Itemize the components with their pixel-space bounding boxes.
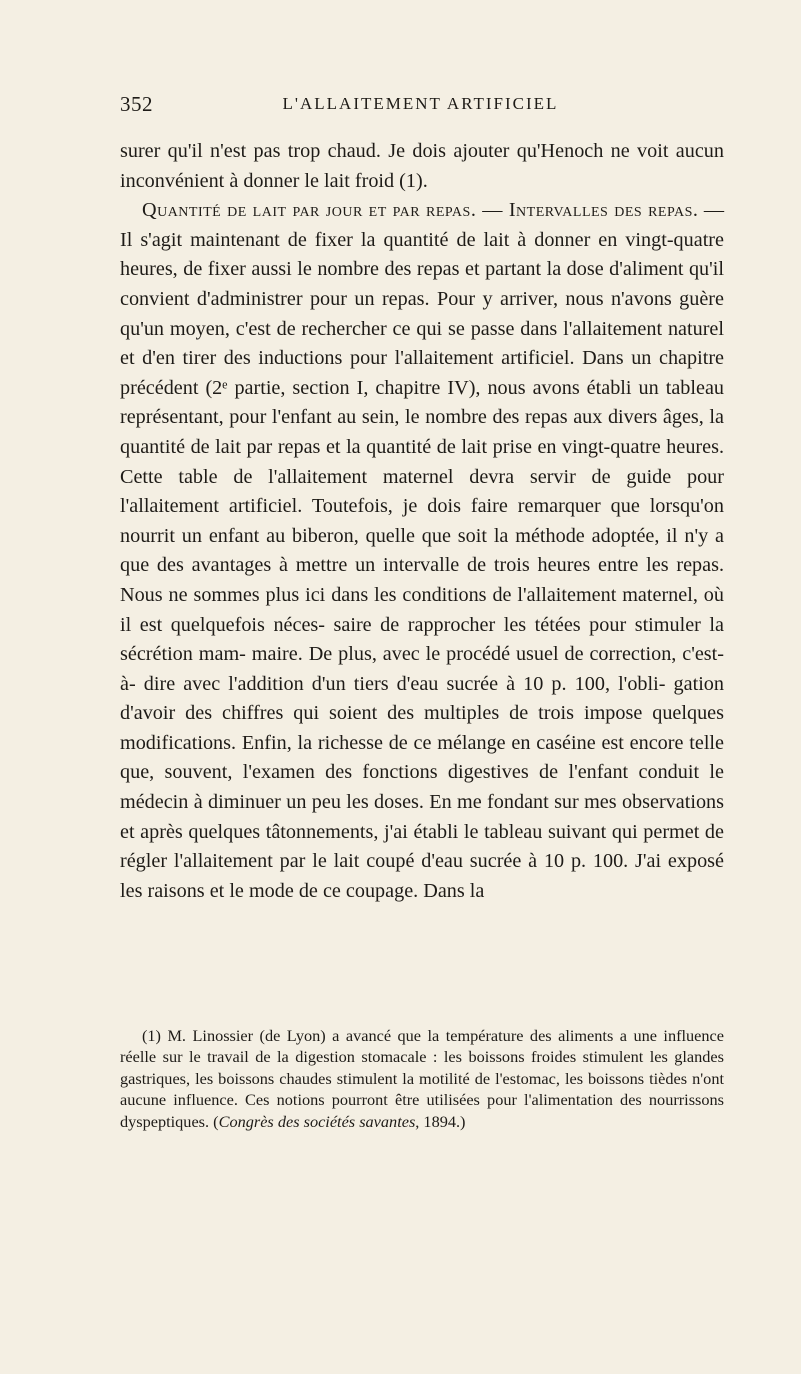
footnote-body: (1) M. Linossier (de Lyon) a avancé que la température des aliments a une influence réelle sur le travail de la digestion stomacale : les boissons froides stimulent les glandes gastriques, les boissons chaudes stimulent la motilité de l'estomac, les boissons tièdes n'ont aucune influence. Ces notions pourront être utilisées pour l'alimentation des nourrissons dyspeptiques. ( [120,1026,724,1131]
paragraph-2 [120,196,724,906]
paragraph-1: surer qu'il n'est pas trop chaud. Je dois ajouter qu'Henoch ne voit aucun inconvénient à donner le lait froid (1). [120,140,724,192]
footnote [120,1025,724,1132]
paragraph-2-text: — Il s'agit maintenant de fixer la quantité de lait à donner en vingt-quatre heures, de fixer aussi le nombre des repas et partant la dose d'aliment qu'il convient d'administrer pour un repas. Pour y arriver, nous n'avons guère qu'un moyen, c'est de rechercher ce qui se passe dans l'allaitement naturel et d'en tirer des inductions pour l'allaitement artificiel. Dans un chapitre précédent (2ᵉ partie, section I, chapitre IV), nous avons établi un tableau représentant, pour l'enfant au sein, le nombre des repas aux divers âges, la quantité de lait par repas et la quantité de lait prise en vingt-quatre heures. Cette table de l'allaitement maternel devra servir de guide pour l'allaitement artificiel. Toutefois, je dois faire remarquer que lorsqu'on nourrit un enfant au biberon, quelle que soit la méthode adoptée, il n'y a que des avantages à mettre un intervalle de trois heures entre les repas. Nous ne sommes plus ici dans les conditions de l'allaitement maternel, où il est quelquefois néces- saire de rapprocher les tétées pour stimuler la sécrétion mam- maire. De plus, avec le procédé usuel de correction, c'est-à- dire avec l'addition d'un tiers d'eau sucrée à 10 p. 100, l'obli- gation d'avoir des chiffres qui soient des multiples de trois impose quelques modifications. Enfin, la richesse de ce mélange en caséine est encore telle que, souvent, l'examen des fonctions digestives de l'enfant conduit le médecin à diminuer un peu les doses. En me fondant sur mes observations et après quelques tâtonnements, j'ai établi le tableau suivant qui permet de régler l'allaitement par le lait coupé d'eau sucrée à 10 p. 100. J'ai exposé les raisons et le mode de ce coupage. Dans la [120,199,725,902]
footnote-text [120,1025,724,1132]
page-number: 352 [120,92,153,116]
footnote-tail: , 1894.) [415,1111,466,1131]
footnote-source: Congrès des sociétés savantes [218,1111,416,1131]
running-head: L'ALLAITEMENT ARTIFICIEL [282,94,559,113]
body-text [120,137,724,906]
page-header [120,92,721,122]
section-title: Quantité de lait par jour et par repas. — Intervalles des repas. [142,199,699,222]
